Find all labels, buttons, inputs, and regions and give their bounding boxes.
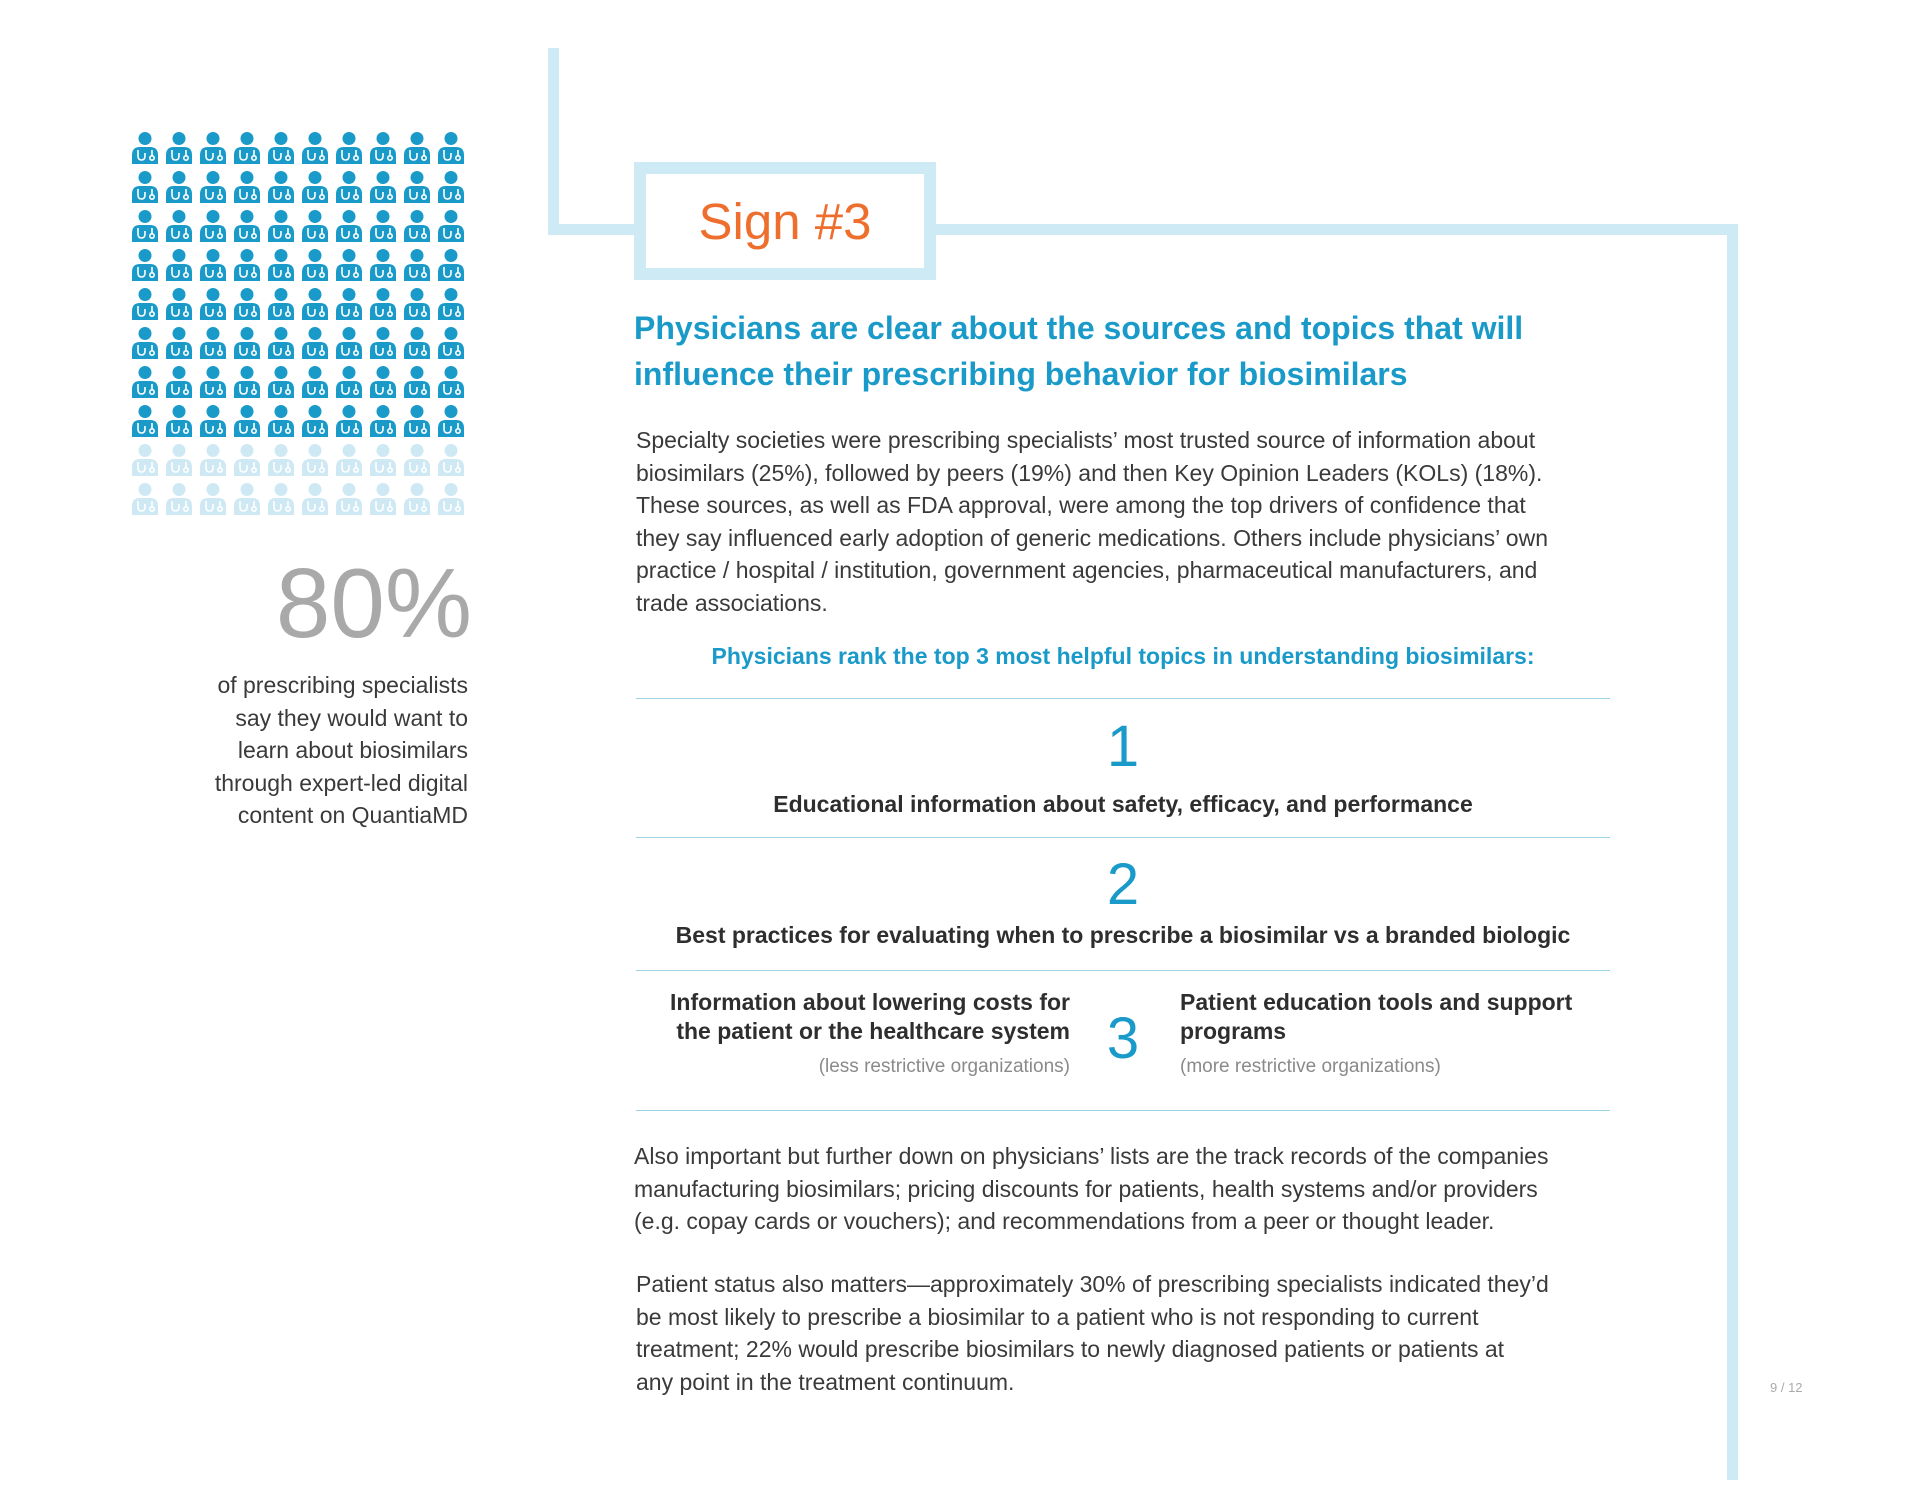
doctor-person-icon: [332, 401, 366, 440]
doctor-person-icon: [366, 167, 400, 206]
rank-3-left-label-line: Information about lowering costs for: [670, 989, 1070, 1015]
doctor-person-icon: [434, 245, 468, 284]
doctor-person-icon: [298, 167, 332, 206]
doctor-person-icon: [128, 401, 162, 440]
doctor-person-icon: [434, 362, 468, 401]
doctor-person-icon: [162, 167, 196, 206]
doctor-person-icon: [128, 128, 162, 167]
doctor-person-icon: [128, 323, 162, 362]
frame-top-horizontal: [926, 224, 1738, 235]
stat-value: 80%: [275, 548, 472, 658]
doctor-person-icon: [332, 206, 366, 245]
doctor-person-icon: [298, 440, 332, 479]
doctor-person-icon: [298, 206, 332, 245]
doctor-person-icon: [162, 128, 196, 167]
doctor-person-icon: [400, 128, 434, 167]
doctor-person-icon: [332, 362, 366, 401]
doctor-person-icon: [366, 245, 400, 284]
rank-number-3: 3: [1106, 1006, 1140, 1071]
section-heading: [634, 305, 1634, 397]
frame-right-vertical: [1727, 224, 1738, 1480]
doctor-person-icon: [366, 206, 400, 245]
doctor-person-icon: [400, 323, 434, 362]
divider: [636, 970, 1610, 971]
doctor-person-icon: [196, 362, 230, 401]
doctor-person-icon: [230, 401, 264, 440]
doctor-person-icon: [298, 323, 332, 362]
doctor-person-icon: [264, 362, 298, 401]
doctor-person-icon: [162, 479, 196, 518]
doctor-person-icon: [264, 245, 298, 284]
doctor-person-icon: [400, 440, 434, 479]
doctor-person-icon: [162, 284, 196, 323]
heading-line: Physicians are clear about the sources and topics that will: [634, 310, 1524, 346]
doctor-person-icon: [128, 284, 162, 323]
stat-description-line: content on QuantiaMD: [237, 802, 468, 828]
status-paragraph: [636, 1268, 1636, 1398]
doctor-person-icon: [196, 284, 230, 323]
doctor-person-icon: [400, 401, 434, 440]
doctor-person-icon: [298, 401, 332, 440]
divider: [636, 698, 1610, 699]
divider: [636, 1110, 1610, 1111]
intro-paragraph: [636, 424, 1636, 619]
doctor-person-icon: [434, 167, 468, 206]
doctor-person-icon: [332, 440, 366, 479]
doctor-person-icon: [264, 479, 298, 518]
ranking-title: Physicians rank the top 3 most helpful topics in understanding biosimilars:: [711, 643, 1535, 669]
doctor-person-icon: [128, 440, 162, 479]
doctor-person-icon: [162, 323, 196, 362]
stat-description-line: say they would want to: [235, 704, 468, 731]
intro-line: biosimilars (25%), followed by peers (19%) and then Key Opinion Leaders (KOLs) (18%).: [636, 459, 1543, 486]
intro-line: Specialty societies were prescribing specialists’ most trusted source of information about: [636, 427, 1536, 453]
doctor-person-icon: [230, 128, 264, 167]
status-line: be most likely to prescribe a biosimilar to a patient who is not responding to current: [636, 1303, 1479, 1330]
doctor-person-icon: [434, 440, 468, 479]
doctor-person-icon: [332, 245, 366, 284]
doctor-person-icon: [162, 245, 196, 284]
rank-3-left-label-line: the patient or the healthcare system: [676, 1018, 1070, 1044]
intro-line: they say influenced early adoption of generic medications. Others include physicians’ own: [636, 524, 1548, 551]
doctor-person-icon: [332, 479, 366, 518]
doctor-person-icon: [230, 440, 264, 479]
doctor-person-icon: [196, 206, 230, 245]
doctor-person-icon: [434, 128, 468, 167]
doctor-person-icon: [196, 440, 230, 479]
status-line: Patient status also matters—approximately 30% of prescribing specialists indicated they’d: [636, 1271, 1549, 1297]
doctor-person-icon: [264, 167, 298, 206]
doctor-person-icon: [434, 401, 468, 440]
stat-description-line: learn about biosimilars: [237, 737, 468, 763]
doctor-person-icon: [366, 401, 400, 440]
doctor-person-icon: [196, 245, 230, 284]
doctor-person-icon: [298, 245, 332, 284]
doctor-person-icon: [400, 245, 434, 284]
rank-3-right-label-line: Patient education tools and support: [1180, 989, 1573, 1015]
doctor-person-icon: [332, 284, 366, 323]
doctor-person-icon: [230, 323, 264, 362]
doctor-person-icon: [366, 440, 400, 479]
rank-3-left-note: (less restrictive organizations): [818, 1056, 1070, 1077]
doctor-person-icon: [264, 323, 298, 362]
rank-3-left-option: [640, 988, 1070, 1080]
doctor-person-icon: [298, 128, 332, 167]
stat-description-line: of prescribing specialists: [217, 672, 468, 698]
doctor-person-icon: [230, 206, 264, 245]
doctor-person-icon: [366, 479, 400, 518]
doctor-person-icon: [298, 479, 332, 518]
doctor-person-icon: [162, 362, 196, 401]
people-infographic: [128, 128, 468, 518]
doctor-person-icon: [162, 206, 196, 245]
doctor-person-icon: [434, 323, 468, 362]
doctor-person-icon: [196, 479, 230, 518]
intro-line: These sources, as well as FDA approval, were among the top drivers of confidence that: [636, 492, 1526, 518]
intro-line: trade associations.: [636, 589, 828, 616]
doctor-person-icon: [128, 362, 162, 401]
rank-3-right-label-line: programs: [1180, 1018, 1287, 1044]
doctor-person-icon: [332, 323, 366, 362]
frame-left-vertical: [548, 48, 559, 234]
doctor-person-icon: [128, 479, 162, 518]
doctor-person-icon: [298, 284, 332, 323]
doctor-person-icon: [128, 206, 162, 245]
doctor-person-icon: [366, 284, 400, 323]
doctor-person-icon: [162, 440, 196, 479]
heading-line: influence their prescribing behavior for biosimilars: [634, 356, 1408, 392]
doctor-person-icon: [196, 167, 230, 206]
doctor-person-icon: [128, 167, 162, 206]
doctor-person-icon: [230, 245, 264, 284]
doctor-person-icon: [400, 167, 434, 206]
rank-number-1: 1: [1106, 714, 1140, 779]
doctor-person-icon: [128, 245, 162, 284]
rank-number-2: 2: [1106, 852, 1140, 917]
doctor-person-icon: [230, 362, 264, 401]
also-line: Also important but further down on physicians’ lists are the track records of the companies: [634, 1143, 1549, 1169]
rank-3-right-option: [1180, 988, 1610, 1080]
doctor-person-icon: [230, 284, 264, 323]
doctor-person-icon: [196, 401, 230, 440]
doctor-person-icon: [196, 128, 230, 167]
frame-left-horizontal: [548, 224, 644, 235]
doctor-person-icon: [434, 479, 468, 518]
doctor-person-icon: [366, 323, 400, 362]
doctor-person-icon: [230, 167, 264, 206]
doctor-person-icon: [332, 128, 366, 167]
doctor-person-icon: [162, 401, 196, 440]
intro-line: practice / hospital / institution, government agencies, pharmaceutical manufacturers, and: [636, 557, 1538, 583]
rank-3-left-label: [640, 988, 1070, 1046]
doctor-person-icon: [298, 362, 332, 401]
doctor-person-icon: [366, 128, 400, 167]
doctor-person-icon: [366, 362, 400, 401]
doctor-person-icon: [400, 479, 434, 518]
status-line: treatment; 22% would prescribe biosimilars to newly diagnosed patients or patients at: [636, 1336, 1505, 1362]
also-line: (e.g. copay cards or vouchers); and recommendations from a peer or thought leader.: [634, 1208, 1495, 1234]
doctor-person-icon: [400, 284, 434, 323]
doctor-person-icon: [264, 284, 298, 323]
divider: [636, 837, 1610, 838]
doctor-person-icon: [264, 401, 298, 440]
stat-description: [150, 669, 468, 832]
doctor-person-icon: [264, 128, 298, 167]
doctor-person-icon: [434, 206, 468, 245]
doctor-person-icon: [434, 284, 468, 323]
doctor-person-icon: [230, 479, 264, 518]
status-line: any point in the treatment continuum.: [636, 1368, 1015, 1395]
doctor-person-icon: [332, 167, 366, 206]
also-paragraph: [634, 1140, 1634, 1238]
doctor-person-icon: [264, 440, 298, 479]
rank-3-right-note: (more restrictive organizations): [1180, 1056, 1441, 1077]
sign-label: Sign #3: [698, 192, 872, 250]
doctor-person-icon: [400, 206, 434, 245]
rank-label-2: Best practices for evaluating when to prescribe a biosimilar vs a branded biologic: [675, 922, 1571, 948]
rank-label-1: Educational information about safety, efficacy, and performance: [773, 791, 1473, 817]
doctor-person-icon: [196, 323, 230, 362]
rank-3-right-label: [1180, 988, 1610, 1046]
doctor-person-icon: [400, 362, 434, 401]
sign-box: [634, 162, 936, 280]
also-line: manufacturing biosimilars; pricing discounts for patients, health systems and/or providers: [634, 1175, 1538, 1202]
doctor-person-icon: [264, 206, 298, 245]
stat-description-line: through expert-led digital: [214, 769, 468, 796]
page-number: 9 / 12: [1770, 1380, 1803, 1395]
